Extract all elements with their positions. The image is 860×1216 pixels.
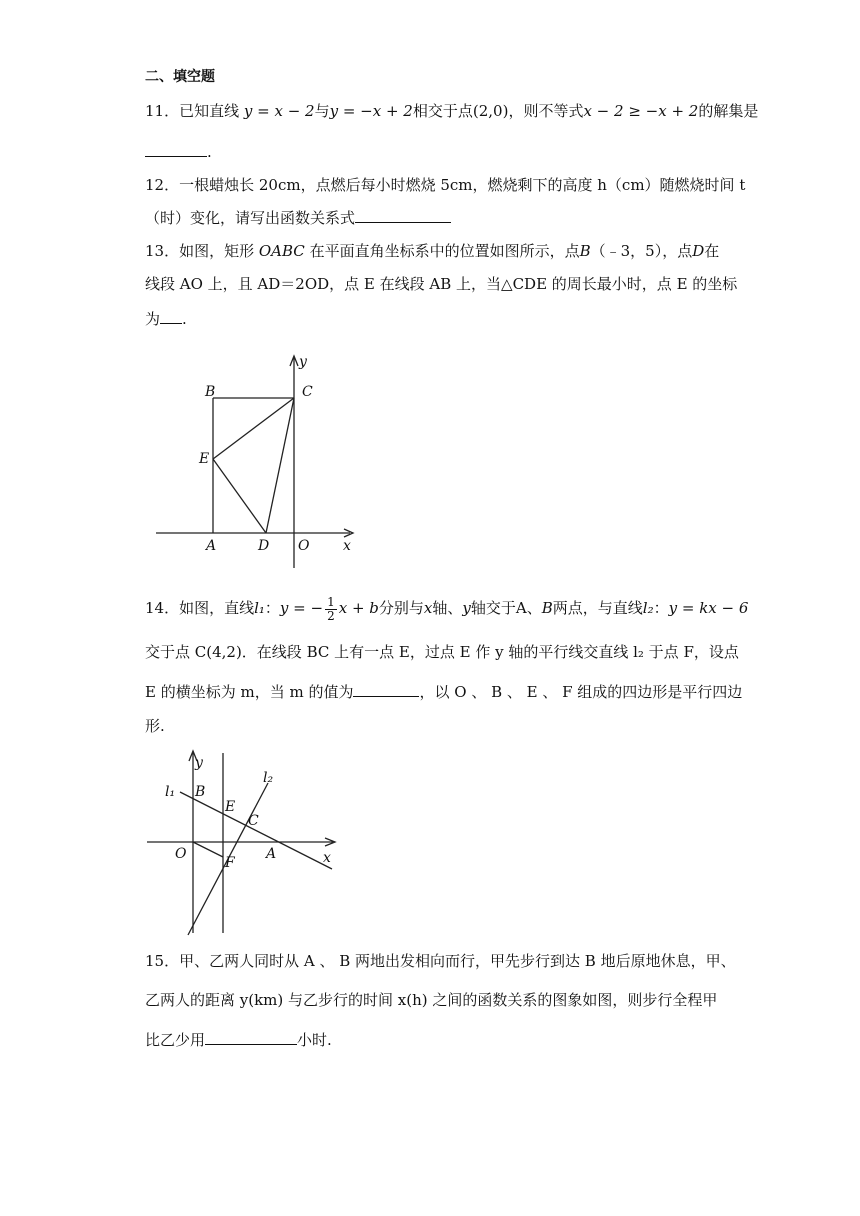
q13-answer-blank[interactable] [160,309,182,324]
line-l1 [180,792,332,869]
q15-line3: 比乙少用 小时. [145,1031,332,1049]
q14-figure [145,745,350,940]
label-o: O [175,846,187,862]
q11-point: (2,0) [472,102,509,120]
label-l1: l₁ [165,784,176,800]
q11-eq2: y = −x + 2 [329,102,413,120]
label-f: F [225,855,235,871]
label-e: E [225,799,236,815]
q15-answer-blank[interactable] [205,1030,297,1045]
q14-line1: 14．如图，直线l₁：y = − $\frac{1}{2}$ x + b分别与x轴、y轴交于A、B两点，与直线l₂：y = kx − 6 [145,594,749,623]
label-l2: l₂ [263,770,274,786]
label-c: C [248,813,259,829]
q14-line3: E 的横坐标为 m，当 m 的值为 ，以 O 、 B 、 E 、 F 组成的四边形是平行四边 [145,683,743,701]
q15-line2: 乙两人的距离 y(km) 与乙步行的时间 x(h) 之间的函数关系的图象如图，则步行全程甲 [145,991,718,1009]
label-d: D [258,538,270,554]
label-c: C [302,384,313,400]
q12-line1: 12．一根蜡烛长 20cm，点燃后每小时燃烧 5cm，燃烧剩下的高度 h（cm）随燃烧时间 t [145,176,746,194]
section-title: 二、填空题 [145,69,215,85]
q11-inequality: x − 2 ≥ −x + 2 [583,102,699,120]
label-e: E [199,451,210,467]
q13-line1: 13．如图，矩形 OABC 在平面直角坐标系中的位置如图所示，点B（﹣3，5），点D在 [145,242,720,260]
q11-eq1: y = x − 2 [243,102,315,120]
label-b: B [195,784,206,800]
label-b: B [205,384,216,400]
q13-line2: 线段 AO 上，且 AD＝2OD，点 E 在线段 AB 上，当△CDE 的周长最小时，点 E 的坐标 [145,275,738,293]
q12-line2: （时）变化，请写出函数关系式 [145,208,451,228]
q14-answer-blank[interactable] [353,682,419,697]
label-x: x [323,850,331,866]
q13-figure [150,350,370,575]
q14-line4: 形. [145,717,165,735]
q13-line3: 为 . [145,310,187,328]
label-o: O [298,538,310,554]
label-y: y [195,755,203,771]
segment-ec [213,398,294,459]
label-a: A [206,538,217,554]
label-a: A [266,846,277,862]
label-x: x [343,538,351,554]
segment-dc [266,398,294,533]
q11-answer-blank[interactable] [145,142,207,157]
label-y: y [299,354,307,370]
q11-line1: 11．已知直线 y = x − 2与y = −x + 2相交于点(2,0)，则不等式x − 2 ≥ −x + 2的解集是 [145,102,759,120]
q14-line2: 交于点 C(4,2)．在线段 BC 上有一点 E，过点 E 作 y 轴的平行线交直线 l₂ 于点 F，设点 [145,643,739,661]
q12-answer-blank[interactable] [355,208,451,223]
q11-answer-line: . [145,142,212,162]
q15-line1: 15．甲、乙两人同时从 A 、 B 两地出发相向而行，甲先步行到达 B 地后原地休息，甲、 [145,952,736,970]
fraction-one-half: $\frac{1}{2}$ [327,594,335,623]
segment-of [193,842,223,857]
segment-ed [213,459,266,533]
